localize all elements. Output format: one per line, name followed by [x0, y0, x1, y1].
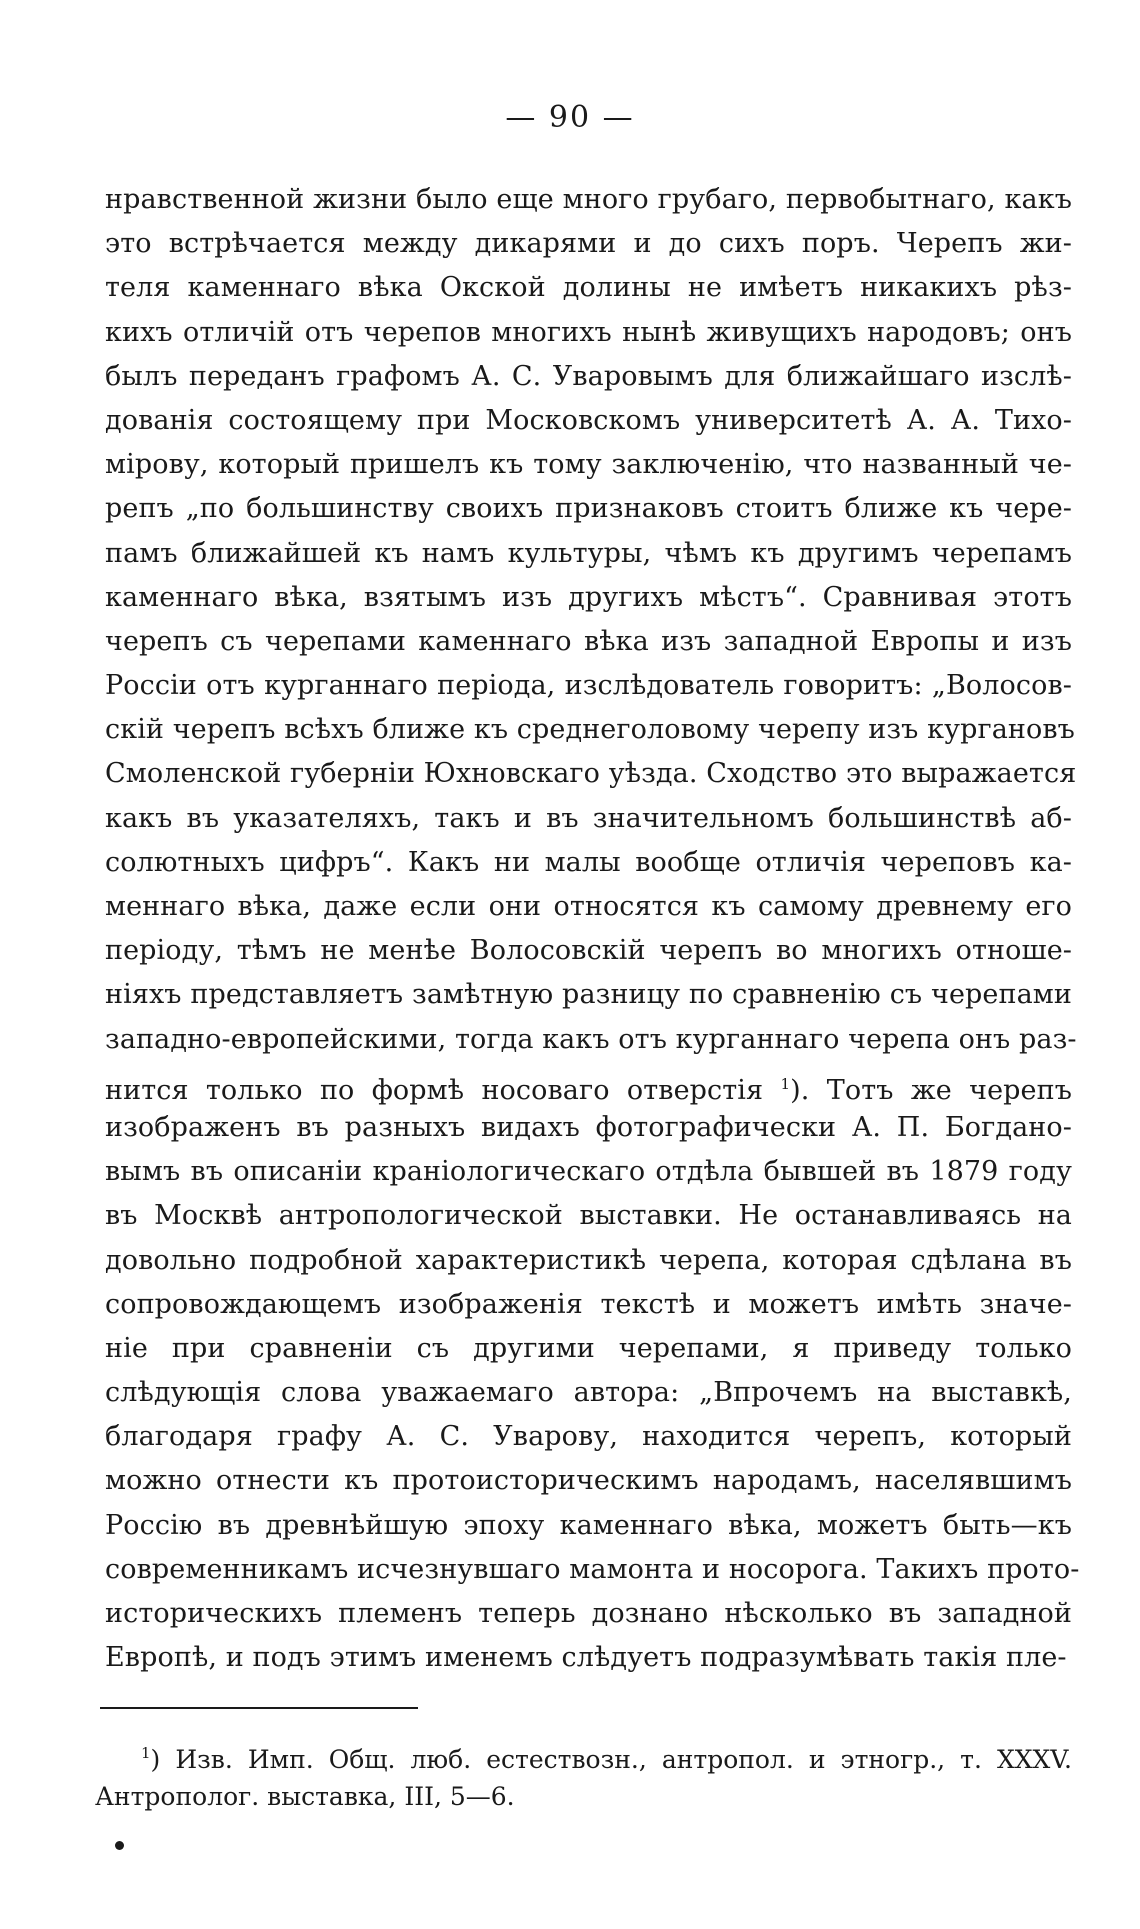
text-line: можно отнести къ протоисторическимъ народамъ, населявшимъ: [105, 1465, 1072, 1497]
text-fragment: ). Тотъ же черепъ: [790, 1074, 1073, 1106]
text-line: теля каменнаго вѣка Окской долины не имѣетъ никакихъ рѣз-: [105, 272, 1072, 304]
ink-speck: [115, 1841, 124, 1850]
text-line: меннаго вѣка, даже если они относятся къ самому древнему его: [105, 891, 1072, 922]
text-line: кихъ отличій отъ черепов многихъ нынѣ живущихъ народовъ; онъ: [105, 316, 1072, 348]
text-line: Смоленской губерніи Юхновскаго уѣзда. Сходство это выражается: [105, 758, 1077, 790]
text-line: каменнаго вѣка, взятымъ изъ другихъ мѣстъ“. Сравнивая этотъ: [105, 581, 1072, 613]
text-line: благодаря графу А. С. Уварову, находится черепъ, который: [105, 1421, 1072, 1453]
text-line: ніяхъ представляетъ замѣтную разницу по сравненію съ черепами: [105, 979, 1072, 1011]
footnote-marker: 1: [141, 1744, 151, 1762]
text-line: современникамъ исчезнувшаго мамонта и носорога. Такихъ прото-: [105, 1553, 1080, 1585]
text-line: это встрѣчается между дикарями и до сихъ поръ. Черепъ жи-: [105, 228, 1072, 260]
text-line-with-footnote-ref: [105, 1062, 1072, 1106]
text-line: въ Москвѣ антропологической выставки. Не останавливаясь на: [105, 1200, 1072, 1232]
text-line: солютныхъ цифръ“. Какъ ни малы вообще отличія череповъ ка-: [105, 846, 1072, 878]
text-line: Европѣ, и подъ этимъ именемъ слѣдуетъ подразумѣвать такія пле-: [105, 1642, 1067, 1674]
body-text: [105, 178, 1080, 1680]
text-line: нравственной жизни было еще много грубаго, первобытнаго, какъ: [105, 184, 1072, 215]
text-line: вымъ въ описаніи краніологическаго отдѣла бывшей въ 1879 году: [105, 1156, 1072, 1188]
text-line: періоду, тѣмъ не менѣе Волосовскій черепъ во многихъ отноше-: [105, 935, 1072, 967]
text-line: былъ переданъ графомъ А. С. Уваровымъ для ближайшаго изслѣ-: [105, 360, 1072, 392]
footnotes: [95, 1732, 1072, 1818]
text-line: памъ ближайшей къ намъ культуры, чѣмъ къ другимъ черепамъ: [105, 537, 1072, 569]
text-line: скій черепъ всѣхъ ближе къ среднеголовому черепу изъ кургановъ: [105, 714, 1075, 746]
text-line: дованія состоящему при Московскомъ университетѣ А. А. Тихо-: [105, 404, 1072, 436]
text-line: историческихъ племенъ теперь дознано нѣсколько въ западной: [105, 1598, 1072, 1629]
text-line: репъ „по большинству своихъ признаковъ стоитъ ближе къ чере-: [105, 493, 1072, 525]
footnote-ref[interactable]: 1: [780, 1074, 791, 1093]
footnote-divider: [100, 1707, 418, 1709]
text-line: довольно подробной характеристикѣ черепа, которая сдѣлана въ: [105, 1244, 1072, 1276]
text-line: черепъ съ черепами каменнаго вѣка изъ западной Европы и изъ: [105, 625, 1072, 657]
text-line: Россіи отъ курганнаго періода, изслѣдователь говоритъ: „Волосов-: [105, 670, 1072, 702]
text-line: западно-европейскими, тогда какъ отъ курганнаго черепа онъ раз-: [105, 1023, 1077, 1055]
text-line: сопровождающемъ изображенія текстѣ и можетъ имѣть значе-: [105, 1288, 1072, 1320]
text-line: мірову, который пришелъ къ тому заключенію, что названный че-: [105, 449, 1072, 481]
text-line: Россію въ древнѣйшую эпоху каменнаго вѣка, можетъ быть—къ: [105, 1509, 1072, 1541]
text-line: какъ въ указателяхъ, такъ и въ значительномъ большинствѣ аб-: [105, 802, 1072, 834]
text-line: изображенъ въ разныхъ видахъ фотографически А. П. Богдано-: [105, 1111, 1072, 1143]
text-line: слѣдующія слова уважаемаго автора: „Впрочемъ на выставкѣ,: [105, 1377, 1072, 1409]
page-number: — 90 —: [505, 100, 635, 135]
footnote-line: [95, 1732, 1072, 1775]
footnote-line: Антрополог. выставка, III, 5—6.: [95, 1782, 515, 1811]
text-line: ніе при сравненіи съ другими черепами, я приведу только: [105, 1332, 1072, 1364]
text-fragment: нится только по формѣ носоваго отверстія: [105, 1074, 764, 1106]
footnote-text: ) Изв. Имп. Общ. люб. естествозн., антропол. и этногр., т. XXXV.: [150, 1745, 1072, 1774]
